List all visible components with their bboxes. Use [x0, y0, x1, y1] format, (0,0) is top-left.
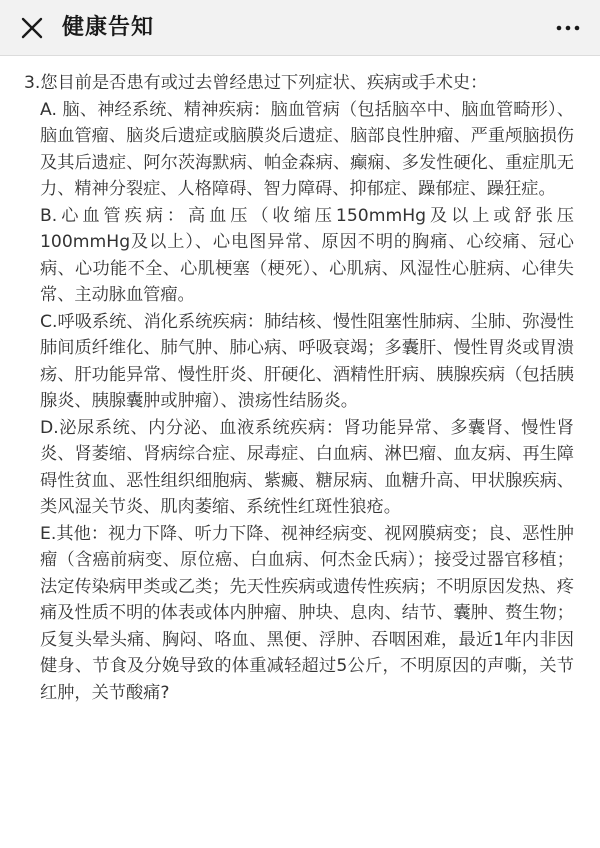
close-button[interactable]	[14, 10, 50, 46]
more-options-button[interactable]	[550, 14, 586, 42]
close-icon	[20, 16, 44, 40]
page-title: 健康告知	[62, 15, 155, 40]
more-dots-icon	[556, 24, 580, 32]
section-d-urinary-endocrine-blood: D.泌尿系统、内分泌、血液系统疾病：肾功能异常、多囊肾、慢性肾炎、肾萎缩、肾病综合症、尿毒症、白血病、淋巴瘤、血友病、再生障碍性贫血、恶性组织细胞病、紫癜、糖尿病、血糖升高、甲状腺疾病、类风湿关节炎、肌肉萎缩、系统性红斑性狼疮。	[40, 417, 574, 517]
top-navigation-bar	[0, 0, 600, 56]
section-a-neuro: A. 脑、神经系统、精神疾病：脑血管病（包括脑卒中、脑血管畸形）、脑血管瘤、脑炎后遗症或脑膜炎后遗症、脑部良性肿瘤、严重颅脑损伤及其后遗症、阿尔茨海默病、帕金森病、癫痫、多发性硬化、重症肌无力、精神分裂症、人格障碍、智力障碍、抑郁症、躁郁症、躁狂症。	[40, 99, 574, 199]
section-b-cardio: B.心血管疾病：高血压（收缩压150mmHg及以上或舒张压100mmHg及以上）、心电图异常、原因不明的胸痛、心绞痛、冠心病、心功能不全、心肌梗塞（梗死）、心肌病、风湿性心脏病、心律失常、主动脉血管瘤。	[40, 205, 574, 305]
section-e-other: E.其他：视力下降、听力下降、视神经病变、视网膜病变；良、恶性肿瘤（含癌前病变、原位癌、白血病、何杰金氏病）；接受过器官移植；法定传染病甲类或乙类；先天性疾病或遗传性疾病；不明原因发热、疼痛及性质不明的体表或体内肿瘤、肿块、息肉、结节、囊肿、赘生物；反复头晕头痛、胸闷、咯血、黑便、浮肿、吞咽困难，最近1年内非因健身、节食及分娩导致的体重减轻超过5公斤，不明原因的声嘶，关节红肿，关节酸痛?	[40, 523, 574, 703]
health-question-content	[0, 56, 600, 848]
question-title: 3.您目前是否患有或过去曾经患过下列症状、疾病或手术史：	[24, 73, 488, 93]
section-c-respiratory-digestive: C.呼吸系统、消化系统疾病：肺结核、慢性阻塞性肺病、尘肺、弥漫性肺间质纤维化、肺气肿、肺心病、呼吸衰竭；多囊肝、慢性胃炎或胃溃疡、肝功能异常、慢性肝炎、肝硬化、酒精性肝病、胰腺疾病（包括胰腺炎、胰腺囊肿或肿瘤）、溃疡性结肠炎。	[40, 311, 574, 411]
